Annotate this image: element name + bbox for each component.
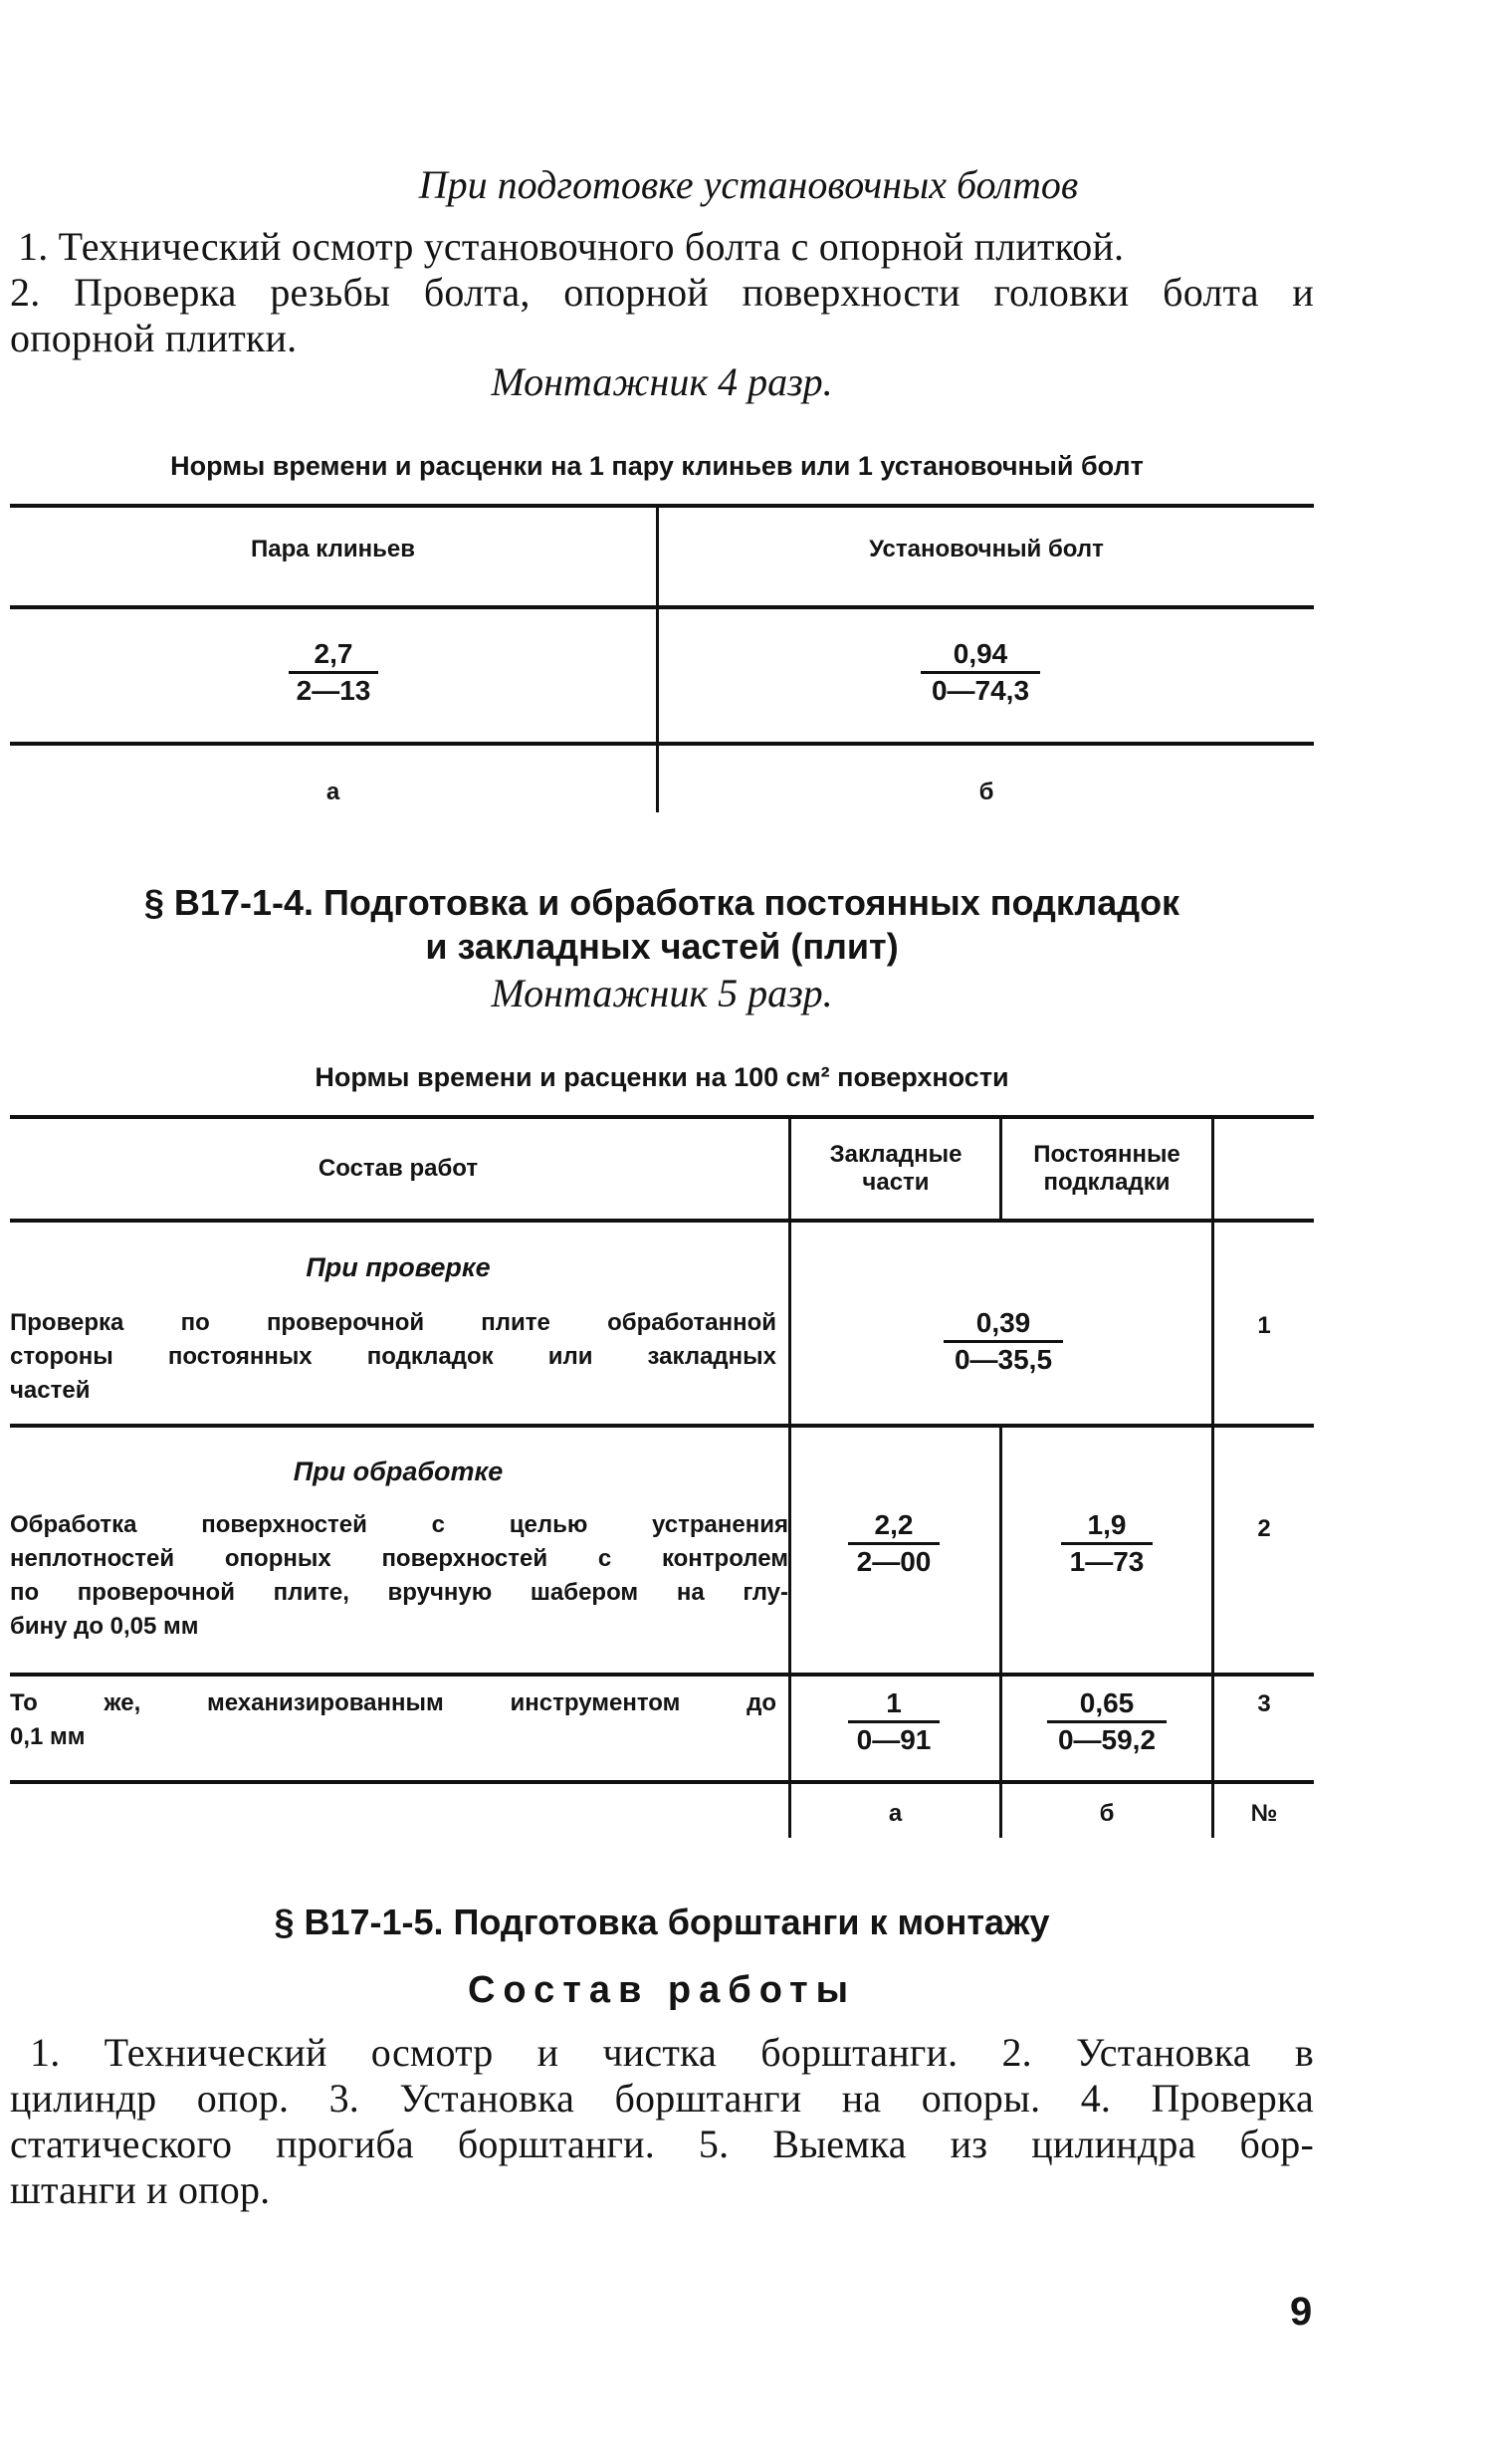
table1-header-bolt: Установочный болт: [869, 536, 1104, 562]
table1-top-rule: [10, 504, 1314, 508]
b17-1-5-line-2: цилиндр опор. 3. Установка борштанги на опоры. 4. Проверка: [10, 2076, 1314, 2121]
table2-row2-number: 2: [1257, 1515, 1271, 1542]
table2-group2-value-a: [848, 1508, 940, 1579]
table2-group2-rule: [10, 1673, 1314, 1677]
text-line: стороны постоянных подкладок или закладных: [10, 1343, 776, 1370]
table2-footer-a: а: [888, 1800, 903, 1827]
fraction-numerator: 1: [886, 1687, 902, 1718]
text-line: неплотностей опорных поверхностей с контролем: [10, 1545, 788, 1572]
table2-header-pads: [1002, 1141, 1211, 1197]
text-line: 0,1 мм: [10, 1723, 86, 1750]
fraction-denominator: 0—74,3: [921, 671, 1040, 708]
fraction-denominator: 0—35,5: [944, 1340, 1063, 1377]
table1-value-wedges: [289, 637, 378, 708]
fraction-denominator: 1—73: [1061, 1542, 1153, 1579]
table2-row3-text: [10, 1686, 776, 1754]
b17-1-5-title: § В17-1-5. Подготовка борштанги к монтажу: [274, 1902, 1050, 1942]
b17-1-4-title-line-1: § В17-1-4. Подготовка и обработка постоянных подкладок: [143, 882, 1180, 923]
table1-footer-a: а: [325, 779, 340, 805]
table2-group1-text: [10, 1306, 776, 1408]
fraction-denominator: 0—91: [848, 1720, 940, 1757]
table2-group2-value-b: [1061, 1508, 1153, 1579]
header-line: подкладки: [1043, 1169, 1171, 1196]
table2-caption: Нормы времени и расценки на 100 см² поверхности: [315, 1062, 1009, 1092]
table1-value-bolt: [921, 637, 1040, 708]
bolts-line-3: опорной плитки.: [10, 316, 298, 360]
table1-body-rule: [10, 742, 1314, 746]
table2-divider-ab-body: [999, 1424, 1002, 1838]
header-line: части: [862, 1169, 930, 1196]
text-line: То же, механизированным инструментом до: [10, 1689, 776, 1716]
table2-group2-text: [10, 1508, 788, 1644]
fraction-numerator: 0,65: [1079, 1687, 1135, 1718]
table1-header-wedges: Пара клиньев: [251, 536, 415, 562]
b17-1-5-line-3: статического прогиба борштанги. 5. Выемка из цилиндра бор-: [10, 2122, 1314, 2166]
text-line: Обработка поверхностей с целью устранения: [10, 1511, 788, 1538]
text-line: бину до 0,05 мм: [10, 1613, 199, 1640]
fraction-numerator: 2,2: [874, 1509, 914, 1540]
b17-1-4-worker: Монтажник 5 разр.: [491, 971, 833, 1015]
table2-header-embedded: [791, 1141, 1000, 1197]
b17-1-5-line-4: штанги и опор.: [10, 2167, 271, 2212]
table2-divider-ab-header: [999, 1115, 1002, 1222]
table2-top-rule: [10, 1115, 1314, 1119]
table2-footer-no: №: [1250, 1800, 1278, 1827]
b17-1-5-line-1: 1. Технический осмотр и чистка борштанги. 2. Установка в: [30, 2030, 1314, 2075]
header-line: Постоянные: [1033, 1141, 1180, 1168]
table2-group1-value: [944, 1306, 1063, 1377]
text-line: по проверочной плите, вручную шабером на глу-: [10, 1579, 788, 1606]
table2-group1-subheading: При проверке: [306, 1252, 491, 1282]
table1-header-rule: [10, 605, 1314, 609]
bolts-line-2: 2. Проверка резьбы болта, опорной поверхности головки болта и: [10, 270, 1314, 315]
table2-group2-subheading: При обработке: [293, 1456, 504, 1486]
header-line: Закладные: [829, 1141, 962, 1168]
table2-header-work: Состав работ: [318, 1155, 479, 1182]
table2-row1-number: 1: [1257, 1312, 1271, 1339]
table1-footer-b: б: [978, 779, 994, 805]
fraction-numerator: 0,94: [953, 638, 1008, 669]
bolts-worker: Монтажник 4 разр.: [491, 359, 833, 404]
table1-caption: Нормы времени и расценки на 1 пару клиньев или 1 установочный болт: [170, 451, 1144, 481]
bolts-heading: При подготовке установочных болтов: [418, 162, 1079, 207]
fraction-numerator: 1,9: [1087, 1509, 1127, 1540]
fraction-numerator: 2,7: [314, 638, 353, 669]
table2-row3-rule: [10, 1780, 1314, 1784]
table2-row3-number: 3: [1257, 1690, 1271, 1717]
b17-1-5-subtitle: Состав работы: [467, 1969, 857, 2011]
table2-divider-no: [1211, 1115, 1214, 1838]
text-line: частей: [10, 1377, 91, 1404]
fraction-denominator: 0—59,2: [1047, 1720, 1167, 1757]
table2-group1-rule: [10, 1424, 1314, 1428]
fraction-numerator: 0,39: [975, 1307, 1031, 1338]
fraction-denominator: 2—13: [289, 671, 378, 708]
fraction-denominator: 2—00: [848, 1542, 940, 1579]
table2-header-rule: [10, 1219, 1314, 1223]
b17-1-4-title-line-2: и закладных частей (плит): [425, 926, 899, 967]
table2-row3-value-b: [1047, 1686, 1167, 1757]
table2-divider-work: [788, 1115, 791, 1838]
table2-footer-b: б: [1099, 1800, 1115, 1827]
text-line: Проверка по проверочной плите обработанной: [10, 1309, 776, 1336]
table2-row3-value-a: [848, 1686, 940, 1757]
bolts-line-1: 1. Технический осмотр установочного болта с опорной плиткой.: [18, 224, 1125, 269]
page-number: 9: [1290, 2290, 1313, 2334]
